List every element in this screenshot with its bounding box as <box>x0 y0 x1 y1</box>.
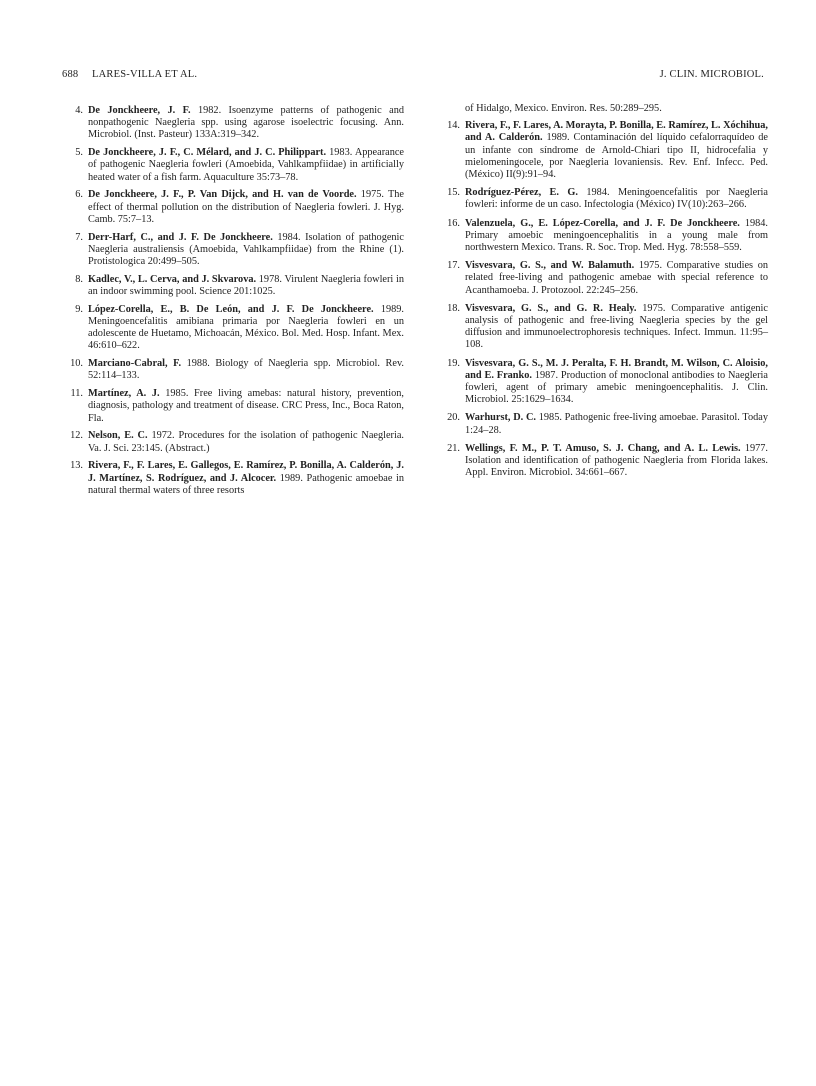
reference-entry <box>445 218 768 255</box>
reference-authors: Nelson, E. C. <box>88 430 148 442</box>
reference-authors: De Jonckheere, J. F., C. Mélard, and J. C. Philippart. <box>88 147 327 159</box>
reference-text: 1984. Primary amoebic meningoencephalitis in a young male from northwestern Mexico. Trans. R. Soc. Trop. Med. Hyg. 78:558–559. <box>465 217 768 254</box>
reference-number: 17. <box>447 260 460 272</box>
reference-number: 9. <box>75 303 83 315</box>
reference-entry <box>68 189 404 226</box>
reference-text: 1977. Isolation and identification of pathogenic Naegleria from Florida lakes. Appl. Environ. Microbiol. 34:661–667. <box>465 442 768 479</box>
reference-authors: Visvesvara, G. S., M. J. Peralta, F. H. Brandt, M. Wilson, C. Aloisio, and E. Franko. <box>465 357 768 381</box>
reference-text: 1975. Comparative antigenic analysis of pathogenic and free-living Naegleria species by the gel diffusion and immunoelectrophoresis techniques. Infect. Immun. 11:95–108. <box>465 302 768 351</box>
reference-text: 1983. Appearance of pathogenic Naegleria fowleri (Amoebida, Vahlkampfiidae) in artificially heated water of a fish farm. Aquaculture 35:73–78. <box>88 147 404 183</box>
reference-number: 11. <box>70 388 83 400</box>
reference-text: 1989. Meningoencefalitis amibiana primaria por Naegleria fowleri en un adolescente de Huetamo, Michoacán, México. Bol. Med. Hosp. Infant. Mex. 46:610–622. <box>88 303 404 352</box>
reference-number: 14. <box>447 120 460 132</box>
reference-text: 1978. Virulent Naegleria fowleri in an indoor swimming pool. Science 201:1025. <box>88 273 404 298</box>
reference-entry <box>68 388 404 425</box>
reference-authors: Rivera, F., F. Lares, E. Gallegos, E. Ramírez, P. Bonilla, A. Calderón, J. J. Martínez, S. Rodríguez, and J. Alcocer. <box>88 460 404 484</box>
reference-authors: Wellings, F. M., P. T. Amuso, S. J. Chang, and A. L. Lewis. <box>465 442 741 454</box>
reference-entry <box>68 460 404 497</box>
reference-authors: Valenzuela, G., E. López-Corella, and J. F. De Jonckheere. <box>465 217 740 229</box>
reference-text: 1985. Pathogenic free-living amoebae. Parasitol. Today 1:24–28. <box>465 412 768 436</box>
reference-authors: Derr-Harf, C., and J. F. De Jonckheere. <box>88 231 273 243</box>
reference-number: 4. <box>75 105 83 116</box>
reference-entry <box>445 260 768 297</box>
reference-number: 5. <box>75 147 83 159</box>
reference-text: 1975. Comparative studies on related free-living and pathogenic amebae with special reference to Acanthamoeba. J. Protozool. 22:245–256. <box>465 260 768 296</box>
reference-authors: Visvesvara, G. S., and W. Balamuth. <box>465 260 635 272</box>
reference-entry <box>445 443 768 480</box>
page-header <box>62 69 764 85</box>
reference-authors: De Jonckheere, J. F., P. Van Dijck, and H. van de Voorde. <box>88 189 357 201</box>
reference-text: 1984. Isolation of pathogenic Naegleria australiensis (Amoebida, Vahlkampfiidae) from the Rhine (1). Protistologica 20:499–505. <box>88 231 404 268</box>
reference-text: 1972. Procedures for the isolation of pathogenic Naegleria. Va. J. Sci. 23:145. (Abstract.) <box>88 430 404 454</box>
reference-number: 10. <box>70 358 83 370</box>
running-head-authors: LARES-VILLA ET AL. <box>92 69 198 80</box>
reference-authors: Kadlec, V., L. Cerva, and J. Skvarova. <box>88 273 257 285</box>
reference-number: 16. <box>447 217 460 229</box>
reference-text: 1989. Contaminación del líquido cefalorraquídeo de un infante con síndrome de Arnold-Chiari tipo II, hidrocefalia y mielomeningocele, por Naegleria lovaniensis. Rev. Enf. Infecc. Ped. (México) II(9):91–94. <box>465 132 768 181</box>
reference-number: 8. <box>75 273 83 285</box>
reference-entry <box>68 105 404 142</box>
reference-text: 1985. Free living amebas: natural history, prevention, diagnosis, pathology and treatment of disease. CRC Press, Inc., Boca Raton, Fla. <box>88 388 404 424</box>
reference-list-right <box>445 103 768 485</box>
reference-text: 1984. Meningoencefalitis por Naegleria fowleri: informe de un caso. Infectologia (México) IV(10):263–266. <box>465 187 768 211</box>
reference-entry <box>68 147 404 184</box>
page-number: 688 <box>62 69 79 80</box>
reference-number: 19. <box>447 357 460 369</box>
reference-number: 15. <box>447 187 460 199</box>
reference-text: 1987. Production of monoclonal antibodies to Naegleria fowleri, agent of primary amebic meningoencephalitis. J. Clin. Microbiol. 25:1629–1634. <box>465 369 768 406</box>
reference-entry <box>445 412 768 436</box>
reference-entry <box>445 187 768 211</box>
reference-number: 21. <box>447 442 460 454</box>
running-head-journal: J. CLIN. MICROBIOL. <box>659 69 764 80</box>
reference-authors: Rivera, F., F. Lares, A. Morayta, P. Bonilla, E. Ramírez, L. Xóchihua, and A. Calderón. <box>465 120 768 144</box>
reference-entry <box>445 358 768 407</box>
reference-number: 6. <box>75 189 83 201</box>
reference-number: 13. <box>70 460 83 472</box>
reference-entry <box>68 232 404 269</box>
reference-entry <box>445 303 768 352</box>
reference-number: 7. <box>75 231 83 243</box>
reference-authors: Warhurst, D. C. <box>465 412 536 424</box>
reference-entry <box>445 120 768 181</box>
reference-text: 1975. The effect of thermal pollution on the distribution of Naegleria fowleri. J. Hyg. Camb. 75:7–13. <box>88 189 405 225</box>
reference-authors: De Jonckheere, J. F. <box>88 105 191 116</box>
reference-authors: Marciano-Cabral, F. <box>88 358 182 370</box>
reference-authors: López-Corella, E., B. De León, and J. F. De Jonckheere. <box>88 303 374 315</box>
reference-text: 1988. Biology of Naegleria spp. Microbiol. Rev. 52:114–133. <box>88 358 405 382</box>
reference-authors: Rodríguez-Pérez, E. G. <box>465 187 578 199</box>
reference-entry <box>68 430 404 454</box>
reference-authors: Martínez, A. J. <box>88 388 160 400</box>
reference-list-left <box>68 105 404 503</box>
reference-number: 12. <box>70 430 83 442</box>
reference-text: 1989. Pathogenic amoebae in natural thermal waters of three resorts <box>88 472 404 496</box>
reference-number: 18. <box>447 302 460 314</box>
reference-entry <box>68 274 404 298</box>
reference-continuation: of Hidalgo, Mexico. Environ. Res. 50:289–295. <box>465 103 662 114</box>
reference-entry <box>68 358 404 382</box>
reference-text: 1982. Isoenzyme patterns of pathogenic and nonpathogenic Naegleria spp. using agarose isoelectric focusing. Ann. Microbiol. (Inst. Pasteur) 133A:319–342. <box>88 105 404 141</box>
reference-authors: Visvesvara, G. S., and G. R. Healy. <box>465 302 637 314</box>
reference-number: 20. <box>447 412 460 424</box>
reference-entry <box>68 304 404 353</box>
